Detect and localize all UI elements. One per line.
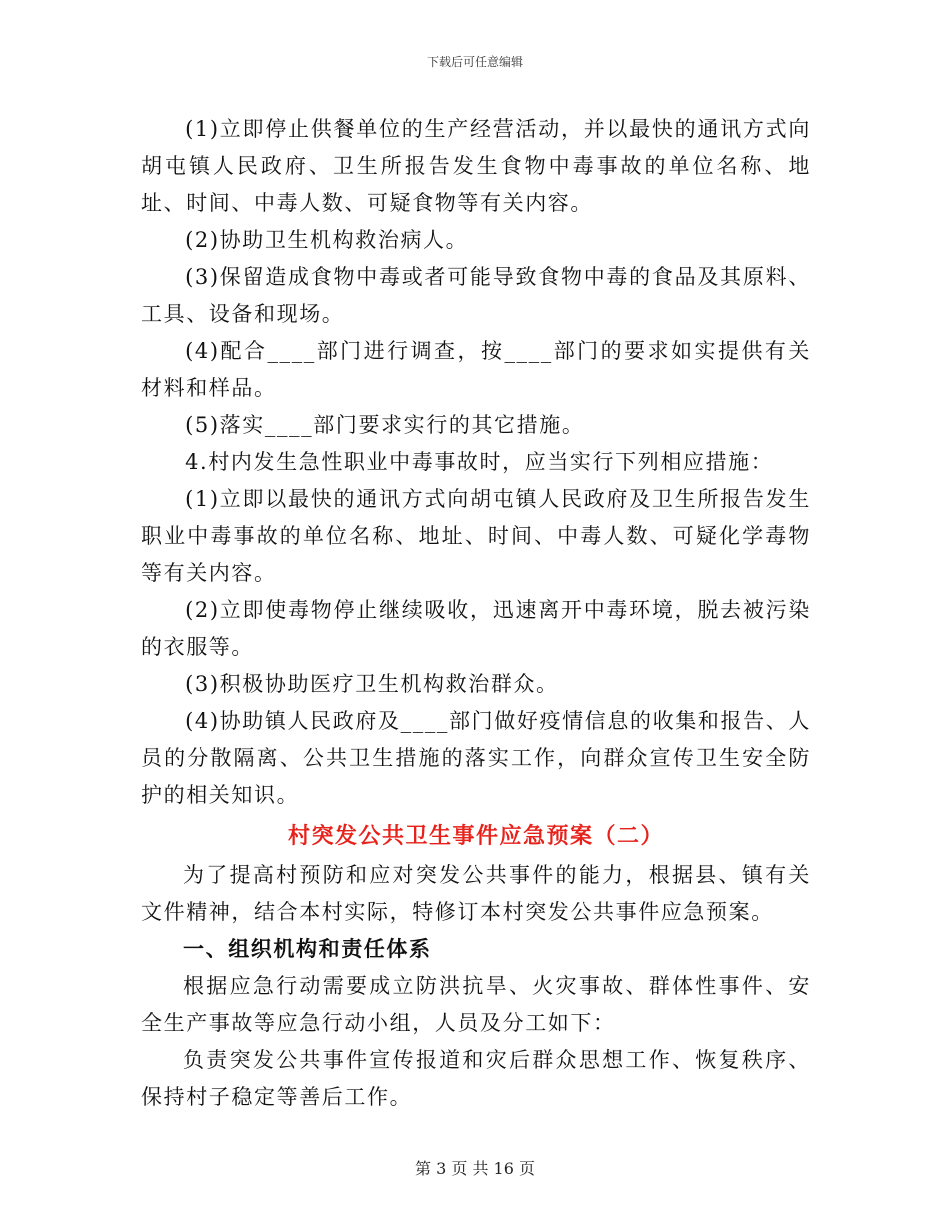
document-body <box>141 111 811 1116</box>
paragraph-food-5: (5)落实____部门要求实行的其它措施。 <box>185 413 585 437</box>
paragraph-food-4: (4)配合____部门进行调查，按____部门的要求如实提供有关材料和样品。 <box>141 339 811 400</box>
paragraph-food-1: (1)立即停止供餐单位的生产经营活动，并以最快的通讯方式向胡屯镇人民政府、卫生所报告发生食物中毒事故的单位名称、地址、时间、中毒人数、可疑食物等有关内容。 <box>141 117 811 215</box>
page-footer: 第 3 页 共 16 页 <box>415 1159 535 1178</box>
paragraph-responsibility: 负责突发公共事件宣传报道和灾后群众思想工作、恢复秩序、保持村子稳定等善后工作。 <box>141 1048 811 1109</box>
intro-paragraph: 为了提高村预防和应对突发公共事件的能力，根据县、镇有关文件精神，结合本村实际，特修订本村突发公共事件应急预案。 <box>141 863 811 924</box>
paragraph-occupational-intro: 4.村内发生急性职业中毒事故时，应当实行下列相应措施： <box>185 450 774 474</box>
paragraph-occupational-2: (2)立即使毒物停止继续吸收，迅速离开中毒环境，脱去被污染的衣服等。 <box>141 598 811 659</box>
section-title: 村突发公共卫生事件应急预案（二） <box>287 824 664 849</box>
paragraph-teams: 根据应急行动需要成立防洪抗旱、火灾事故、群体性事件、安全生产事故等应急行动小组，人员及分工如下： <box>141 974 811 1035</box>
paragraph-occupational-1: (1)立即以最快的通讯方式向胡屯镇人民政府及卫生所报告发生职业中毒事故的单位名称、地址、时间、中毒人数、可疑化学毒物等有关内容。 <box>141 487 811 585</box>
page-header: 下载后可任意编辑 <box>426 55 523 69</box>
paragraph-occupational-3: (3)积极协助医疗卫生机构救治群众。 <box>185 672 559 696</box>
section-heading: 一、组织机构和责任体系 <box>183 937 432 961</box>
paragraph-food-2: (2)协助卫生机构救治病人。 <box>185 228 469 252</box>
paragraph-food-3: (3)保留造成食物中毒或者可能导致食物中毒的食品及其原料、工具、设备和现场。 <box>141 265 811 326</box>
paragraph-occupational-4: (4)协助镇人民政府及____部门做好疫情信息的收集和报告、人员的分散隔离、公共卫生措施的落实工作，向群众宣传卫生安全防护的相关知识。 <box>141 709 811 807</box>
